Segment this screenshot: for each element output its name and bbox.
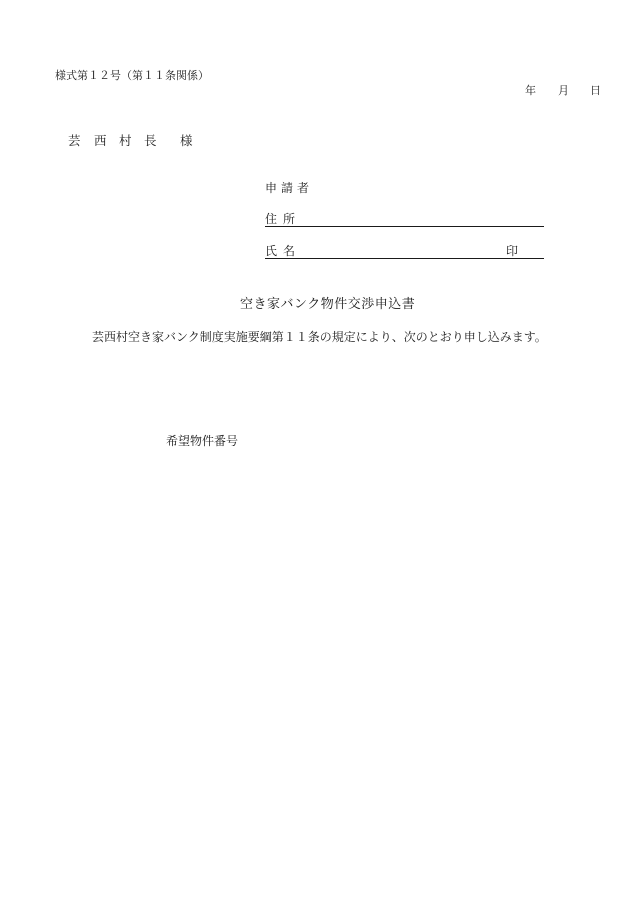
date-day-label: 日: [590, 84, 601, 97]
document-body: 芸西村空き家バンク制度実施要綱第１１条の規定により、次のとおり申し込みます。: [92, 330, 547, 344]
addressee-char-1: 芸: [68, 133, 81, 148]
applicant-label: 申請者: [265, 181, 314, 195]
address-field[interactable]: [265, 210, 544, 227]
date-month-label: 月: [558, 84, 569, 97]
name-label: 氏名: [265, 244, 302, 258]
seal-mark: 印: [506, 244, 519, 258]
date-year-label: 年: [525, 84, 536, 97]
addressee-char-2: 西: [94, 133, 107, 148]
address-label: 住所: [265, 212, 302, 226]
addressee-honorific: 様: [180, 133, 193, 148]
addressee-char-3: 村: [119, 133, 132, 148]
name-field[interactable]: [265, 242, 544, 259]
document-title: 空き家バンク物件交渉申込書: [240, 297, 416, 312]
form-number: 様式第１２号（第１１条関係）: [55, 69, 209, 82]
addressee-char-4: 長: [144, 133, 157, 148]
desired-property-number-label: 希望物件番号: [166, 434, 239, 448]
